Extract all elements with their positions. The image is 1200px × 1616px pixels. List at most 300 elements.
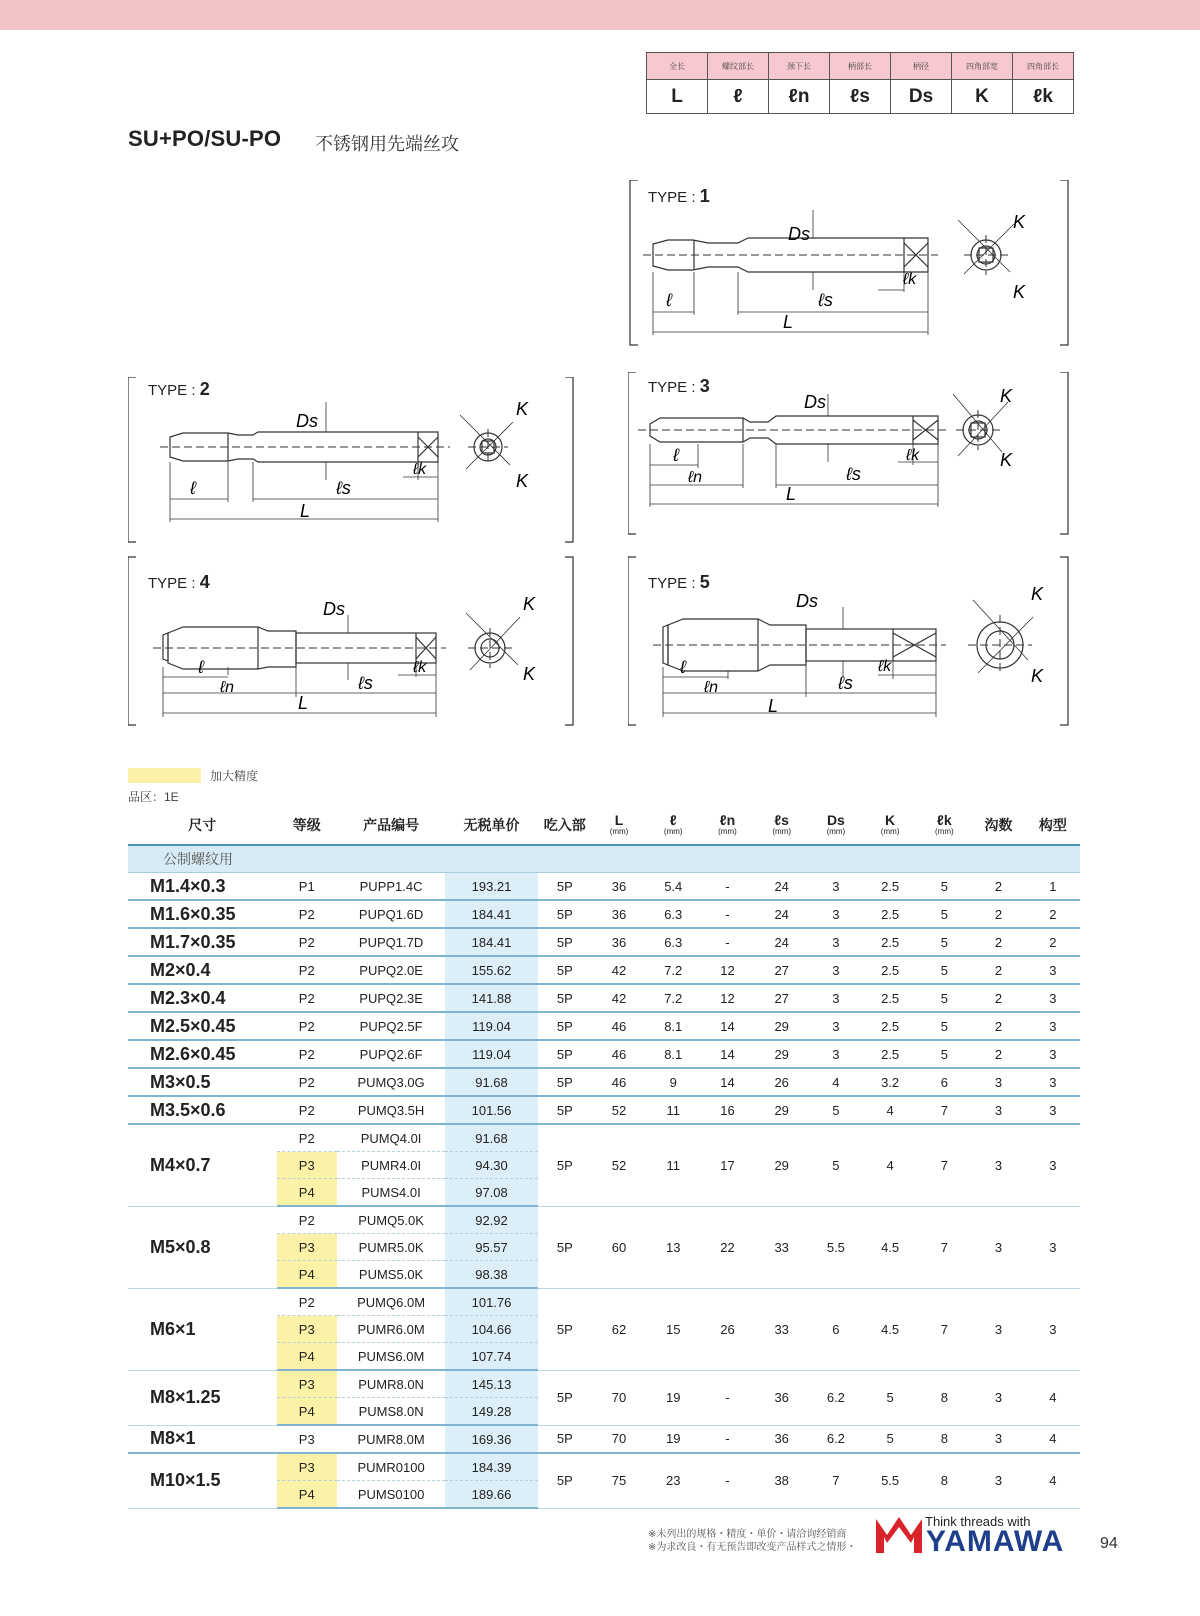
- table-cell: P2: [277, 956, 337, 984]
- table-cell: 5P: [538, 1096, 592, 1124]
- table-cell: 155.62: [445, 956, 537, 984]
- table-cell: 5: [917, 900, 971, 928]
- table-cell: 5: [863, 1425, 917, 1453]
- table-cell: 5: [809, 1096, 863, 1124]
- table-cell: 149.28: [445, 1398, 537, 1426]
- table-cell: 3: [1026, 1012, 1080, 1040]
- yamawa-logo-icon: [876, 1515, 922, 1558]
- table-cell: 36: [592, 873, 646, 901]
- table-cell: P2: [277, 1040, 337, 1068]
- table-row: [128, 928, 1080, 956]
- table-cell: 5P: [538, 1124, 592, 1206]
- column-header: 构型: [1026, 806, 1080, 845]
- table-cell: P4: [277, 1261, 337, 1289]
- column-header: 等级: [277, 806, 337, 845]
- type-1-l-label: ℓ: [666, 290, 672, 310]
- type-2-diagram: [128, 377, 578, 547]
- table-cell: 5P: [538, 1425, 592, 1453]
- column-header: 尺寸: [128, 806, 277, 845]
- table-cell: 8: [917, 1370, 971, 1425]
- table-cell: 5P: [538, 928, 592, 956]
- table-cell: 14: [700, 1068, 754, 1096]
- type-5-k2-label: K: [1031, 666, 1044, 686]
- type-2-lk-label: ℓk: [413, 461, 427, 478]
- type-3-ds-label: Ds: [804, 392, 826, 412]
- table-row: [128, 1206, 1080, 1234]
- table-cell: 24: [755, 900, 809, 928]
- table-cell: P3: [277, 1234, 337, 1261]
- table-cell: 2: [971, 1012, 1025, 1040]
- logo-tagline: Think threads with: [925, 1514, 1031, 1529]
- table-cell: 101.56: [445, 1096, 537, 1124]
- footnote: [648, 1528, 856, 1554]
- table-cell: [646, 845, 700, 873]
- type-5-label: TYPE : 5: [648, 572, 710, 592]
- table-cell: 9: [646, 1068, 700, 1096]
- table-cell: P2: [277, 984, 337, 1012]
- table-row: [128, 1040, 1080, 1068]
- table-cell: 8.1: [646, 1012, 700, 1040]
- table-cell: 2.5: [863, 984, 917, 1012]
- table-cell: 2.5: [863, 873, 917, 901]
- table-cell: 184.39: [445, 1453, 537, 1481]
- table-cell: 27: [755, 984, 809, 1012]
- type-5-k-label: K: [1031, 584, 1044, 604]
- table-cell: 92.92: [445, 1206, 537, 1234]
- size-cell: M3×0.5: [128, 1068, 277, 1096]
- table-cell: 2: [971, 873, 1025, 901]
- table-cell: 2: [971, 928, 1025, 956]
- table-cell: 4: [863, 1096, 917, 1124]
- legend-header-cell: 全长: [647, 53, 708, 80]
- table-cell: PUMQ3.5H: [337, 1096, 445, 1124]
- table-cell: 22: [700, 1206, 754, 1288]
- type-5-L-label: L: [768, 696, 779, 716]
- table-cell: -: [700, 873, 754, 901]
- category-label: 公制螺纹用: [128, 845, 277, 873]
- table-cell: 7: [917, 1096, 971, 1124]
- table-cell: 3.2: [863, 1068, 917, 1096]
- type-4-ds-label: Ds: [323, 599, 345, 619]
- table-cell: 3: [971, 1370, 1025, 1425]
- table-cell: 3: [1026, 1206, 1080, 1288]
- table-cell: [592, 845, 646, 873]
- table-cell: 8.1: [646, 1040, 700, 1068]
- table-cell: 3: [1026, 1124, 1080, 1206]
- legend-symbol-cell: L: [647, 80, 708, 114]
- table-cell: 17: [700, 1124, 754, 1206]
- type-1-ls-label: ℓs: [818, 290, 833, 310]
- table-cell: 3: [809, 1040, 863, 1068]
- table-cell: 52: [592, 1124, 646, 1206]
- table-cell: 7: [917, 1288, 971, 1370]
- table-cell: 2: [971, 900, 1025, 928]
- type-5-l-label: ℓ: [680, 657, 686, 677]
- size-cell: M10×1.5: [128, 1453, 277, 1508]
- footnote-line-1: ※未列出的规格・精度・单价・请洽询经销商: [648, 1529, 847, 1540]
- table-cell: 3: [1026, 1096, 1080, 1124]
- table-cell: 5P: [538, 1370, 592, 1425]
- table-cell: PUMR8.0N: [337, 1370, 445, 1398]
- table-cell: 3: [971, 1453, 1025, 1508]
- table-cell: 3: [971, 1206, 1025, 1288]
- dimension-legend-table: [646, 52, 1074, 114]
- table-cell: 5P: [538, 1012, 592, 1040]
- table-cell: 2: [1026, 900, 1080, 928]
- table-cell: 3: [809, 873, 863, 901]
- table-cell: 6.3: [646, 900, 700, 928]
- table-cell: PUMR6.0M: [337, 1316, 445, 1343]
- table-cell: 107.74: [445, 1343, 537, 1371]
- table-cell: PUMS4.0I: [337, 1179, 445, 1207]
- type-2-L-label: L: [300, 501, 311, 521]
- table-cell: PUMQ5.0K: [337, 1206, 445, 1234]
- type-1-k2-label: K: [1013, 282, 1026, 302]
- column-header: 沟数: [971, 806, 1025, 845]
- area-code: 品区：1E: [128, 790, 179, 804]
- type-1-ds-label: Ds: [788, 224, 810, 244]
- table-cell: [755, 845, 809, 873]
- type-4-label: TYPE : 4: [148, 572, 210, 592]
- table-cell: 2.5: [863, 928, 917, 956]
- table-cell: 24: [755, 928, 809, 956]
- column-header: L (mm): [592, 806, 646, 845]
- type-3-ls-label: ℓs: [846, 464, 861, 484]
- table-cell: 4: [863, 1124, 917, 1206]
- table-cell: P2: [277, 928, 337, 956]
- table-cell: P1: [277, 873, 337, 901]
- table-cell: 3: [1026, 984, 1080, 1012]
- spec-table: [128, 806, 1080, 1509]
- table-cell: 52: [592, 1096, 646, 1124]
- table-cell: 141.88: [445, 984, 537, 1012]
- table-cell: 5: [863, 1370, 917, 1425]
- table-cell: P3: [277, 1425, 337, 1453]
- table-cell: 5P: [538, 1453, 592, 1508]
- table-cell: 5: [809, 1124, 863, 1206]
- table-cell: 2: [971, 1040, 1025, 1068]
- table-cell: 15: [646, 1288, 700, 1370]
- table-row: [128, 1012, 1080, 1040]
- size-cell: M2.3×0.4: [128, 984, 277, 1012]
- table-cell: 2: [1026, 928, 1080, 956]
- table-cell: 4: [1026, 1370, 1080, 1425]
- table-cell: PUMQ3.0G: [337, 1068, 445, 1096]
- table-cell: 2.5: [863, 1040, 917, 1068]
- table-cell: 33: [755, 1288, 809, 1370]
- table-cell: 2: [971, 956, 1025, 984]
- table-cell: 8: [917, 1425, 971, 1453]
- table-cell: 11: [646, 1096, 700, 1124]
- type-1-k-label: K: [1013, 212, 1026, 232]
- table-cell: PUMR5.0K: [337, 1234, 445, 1261]
- column-header: K (mm): [863, 806, 917, 845]
- legend-symbol-cell: ℓn: [769, 80, 830, 114]
- table-cell: 29: [755, 1012, 809, 1040]
- table-cell: 16: [700, 1096, 754, 1124]
- table-cell: 12: [700, 956, 754, 984]
- table-cell: 145.13: [445, 1370, 537, 1398]
- table-cell: 2.5: [863, 1012, 917, 1040]
- legend-header-cell: 柄部长: [830, 53, 891, 80]
- table-cell: 6: [917, 1068, 971, 1096]
- table-cell: 7.2: [646, 984, 700, 1012]
- table-cell: PUMR4.0I: [337, 1152, 445, 1179]
- type-3-k2-label: K: [1000, 450, 1013, 470]
- table-cell: 3: [809, 984, 863, 1012]
- table-cell: -: [700, 1370, 754, 1425]
- table-cell: PUPQ2.0E: [337, 956, 445, 984]
- table-cell: 3: [1026, 1040, 1080, 1068]
- table-cell: 3: [809, 900, 863, 928]
- table-cell: P4: [277, 1179, 337, 1207]
- table-cell: [445, 845, 537, 873]
- type-2-l-label: ℓ: [190, 478, 196, 498]
- size-cell: M5×0.8: [128, 1206, 277, 1288]
- table-row: [128, 1096, 1080, 1124]
- table-cell: 19: [646, 1425, 700, 1453]
- table-cell: 6.2: [809, 1425, 863, 1453]
- type-3-k-label: K: [1000, 386, 1013, 406]
- footnote-line-2: ※为求改良・有无预告即改变产品样式之情形・: [648, 1542, 857, 1553]
- table-cell: 4: [1026, 1453, 1080, 1508]
- table-cell: P2: [277, 900, 337, 928]
- table-cell: [971, 845, 1025, 873]
- table-cell: [863, 845, 917, 873]
- type-1-diagram: [628, 180, 1078, 355]
- table-cell: [337, 845, 445, 873]
- table-cell: 4: [1026, 1425, 1080, 1453]
- table-row: [128, 956, 1080, 984]
- table-cell: P3: [277, 1370, 337, 1398]
- type-4-L-label: L: [298, 693, 309, 713]
- table-cell: 5P: [538, 1288, 592, 1370]
- table-cell: 5.4: [646, 873, 700, 901]
- table-cell: -: [700, 1453, 754, 1508]
- type-5-lk-label: ℓk: [878, 658, 892, 675]
- size-cell: M2×0.4: [128, 956, 277, 984]
- brand-name: YAMAWA: [926, 1525, 1065, 1558]
- table-cell: 24: [755, 873, 809, 901]
- table-cell: 12: [700, 984, 754, 1012]
- table-cell: 3: [971, 1124, 1025, 1206]
- table-row: [128, 1124, 1080, 1152]
- table-cell: 23: [646, 1453, 700, 1508]
- table-cell: P2: [277, 1068, 337, 1096]
- column-header: Ds (mm): [809, 806, 863, 845]
- type-3-ln-label: ℓn: [688, 469, 703, 486]
- table-cell: 38: [755, 1453, 809, 1508]
- table-cell: 5P: [538, 984, 592, 1012]
- table-cell: 1: [1026, 873, 1080, 901]
- table-cell: 36: [592, 928, 646, 956]
- table-cell: 5P: [538, 1206, 592, 1288]
- table-cell: 7: [809, 1453, 863, 1508]
- table-cell: 42: [592, 956, 646, 984]
- table-cell: 5P: [538, 900, 592, 928]
- table-cell: 193.21: [445, 873, 537, 901]
- table-cell: 26: [700, 1288, 754, 1370]
- type-3-label: TYPE : 3: [648, 376, 710, 396]
- table-cell: P2: [277, 1206, 337, 1234]
- table-cell: 7.2: [646, 956, 700, 984]
- column-header: ℓn (mm): [700, 806, 754, 845]
- page-subtitle: 不锈钢用先端丝攻: [315, 134, 459, 154]
- size-cell: M2.5×0.45: [128, 1012, 277, 1040]
- table-cell: 33: [755, 1206, 809, 1288]
- table-cell: PUMS5.0K: [337, 1261, 445, 1289]
- table-cell: PUMR0100: [337, 1453, 445, 1481]
- size-cell: M4×0.7: [128, 1124, 277, 1206]
- legend-header-cell: 四角部长: [1013, 53, 1074, 80]
- type-4-ln-label: ℓn: [220, 679, 235, 696]
- table-cell: 3: [971, 1425, 1025, 1453]
- type-3-lk-label: ℓk: [906, 447, 920, 464]
- table-cell: PUPQ1.6D: [337, 900, 445, 928]
- table-cell: 14: [700, 1040, 754, 1068]
- table-cell: PUPQ2.5F: [337, 1012, 445, 1040]
- column-header: 无税单价: [445, 806, 537, 845]
- table-row: [128, 984, 1080, 1012]
- table-cell: 3: [1026, 1288, 1080, 1370]
- legend-header-cell: 四角部宽: [952, 53, 1013, 80]
- legend-symbol-cell: ℓs: [830, 80, 891, 114]
- table-cell: [538, 845, 592, 873]
- table-cell: 70: [592, 1425, 646, 1453]
- table-cell: 104.66: [445, 1316, 537, 1343]
- table-cell: 5: [917, 873, 971, 901]
- table-cell: PUMQ4.0I: [337, 1124, 445, 1152]
- high-precision-swatch: [128, 768, 201, 783]
- table-cell: PUMS8.0N: [337, 1398, 445, 1426]
- table-cell: 46: [592, 1040, 646, 1068]
- type-3-L-label: L: [786, 484, 797, 504]
- table-cell: 5: [917, 984, 971, 1012]
- table-cell: 101.76: [445, 1288, 537, 1316]
- table-cell: 5: [917, 956, 971, 984]
- table-cell: 29: [755, 1124, 809, 1206]
- table-row: [128, 1370, 1080, 1398]
- type-4-diagram: [128, 555, 578, 740]
- table-cell: 2.5: [863, 900, 917, 928]
- size-cell: M2.6×0.45: [128, 1040, 277, 1068]
- table-cell: 19: [646, 1370, 700, 1425]
- table-cell: P4: [277, 1343, 337, 1371]
- size-cell: M8×1: [128, 1425, 277, 1453]
- table-cell: 7: [917, 1124, 971, 1206]
- table-cell: P2: [277, 1096, 337, 1124]
- column-header: 产品编号: [337, 806, 445, 845]
- table-cell: 184.41: [445, 928, 537, 956]
- type-5-ls-label: ℓs: [838, 673, 853, 693]
- table-cell: P3: [277, 1152, 337, 1179]
- table-cell: -: [700, 928, 754, 956]
- table-cell: P3: [277, 1453, 337, 1481]
- type-1-lk-label: ℓk: [903, 271, 917, 288]
- table-cell: P4: [277, 1398, 337, 1426]
- table-cell: 91.68: [445, 1068, 537, 1096]
- table-cell: [277, 845, 337, 873]
- table-cell: 2.5: [863, 956, 917, 984]
- type-5-ln-label: ℓn: [704, 679, 719, 696]
- table-cell: 6.3: [646, 928, 700, 956]
- table-cell: [809, 845, 863, 873]
- table-cell: 5P: [538, 873, 592, 901]
- legend-symbol-cell: Ds: [891, 80, 952, 114]
- table-row: [128, 1068, 1080, 1096]
- table-cell: 27: [755, 956, 809, 984]
- table-cell: 5: [917, 928, 971, 956]
- type-2-k2-label: K: [516, 471, 529, 491]
- table-cell: 94.30: [445, 1152, 537, 1179]
- table-cell: 75: [592, 1453, 646, 1508]
- type-1-L-label: L: [783, 312, 794, 332]
- type-2-label: TYPE : 2: [148, 379, 210, 399]
- type-5-ds-label: Ds: [796, 591, 818, 611]
- legend-symbol-cell: K: [952, 80, 1013, 114]
- table-cell: [700, 845, 754, 873]
- table-cell: 26: [755, 1068, 809, 1096]
- table-cell: 62: [592, 1288, 646, 1370]
- table-cell: 95.57: [445, 1234, 537, 1261]
- table-cell: 169.36: [445, 1425, 537, 1453]
- type-2-k-label: K: [516, 399, 529, 419]
- column-header: 吃入部: [538, 806, 592, 845]
- table-cell: 3: [1026, 1068, 1080, 1096]
- column-header: ℓ (mm): [646, 806, 700, 845]
- table-cell: 119.04: [445, 1040, 537, 1068]
- table-cell: P2: [277, 1124, 337, 1152]
- legend-symbol-cell: ℓ: [708, 80, 769, 114]
- table-cell: 36: [755, 1370, 809, 1425]
- table-cell: PUPP1.4C: [337, 873, 445, 901]
- size-cell: M1.6×0.35: [128, 900, 277, 928]
- size-cell: M8×1.25: [128, 1370, 277, 1425]
- table-row: [128, 1425, 1080, 1453]
- table-cell: -: [700, 1425, 754, 1453]
- legend-symbol-cell: ℓk: [1013, 80, 1074, 114]
- table-cell: 5P: [538, 956, 592, 984]
- legend-header-cell: 颈下长: [769, 53, 830, 80]
- type-1-label: TYPE : 1: [648, 186, 710, 206]
- size-cell: M1.7×0.35: [128, 928, 277, 956]
- table-cell: PUMS0100: [337, 1481, 445, 1509]
- type-3-l-label: ℓ: [673, 445, 679, 465]
- table-cell: 184.41: [445, 900, 537, 928]
- type-4-k2-label: K: [523, 664, 536, 684]
- table-cell: 70: [592, 1370, 646, 1425]
- table-row: [128, 1453, 1080, 1481]
- table-cell: 3: [809, 1012, 863, 1040]
- table-cell: [1026, 845, 1080, 873]
- table-cell: PUPQ2.3E: [337, 984, 445, 1012]
- table-cell: 60: [592, 1206, 646, 1288]
- type-2-ds-label: Ds: [296, 411, 318, 431]
- table-cell: PUPQ1.7D: [337, 928, 445, 956]
- table-cell: 29: [755, 1096, 809, 1124]
- legend-header-cell: 螺纹部长: [708, 53, 769, 80]
- table-cell: 46: [592, 1068, 646, 1096]
- table-cell: PUPQ2.6F: [337, 1040, 445, 1068]
- table-cell: 4.5: [863, 1206, 917, 1288]
- table-cell: 2: [971, 984, 1025, 1012]
- page-title: SU+PO/SU-PO: [128, 126, 282, 151]
- table-cell: 4: [809, 1068, 863, 1096]
- table-cell: [917, 845, 971, 873]
- table-cell: 5: [917, 1012, 971, 1040]
- column-header: ℓk (mm): [917, 806, 971, 845]
- table-cell: 13: [646, 1206, 700, 1288]
